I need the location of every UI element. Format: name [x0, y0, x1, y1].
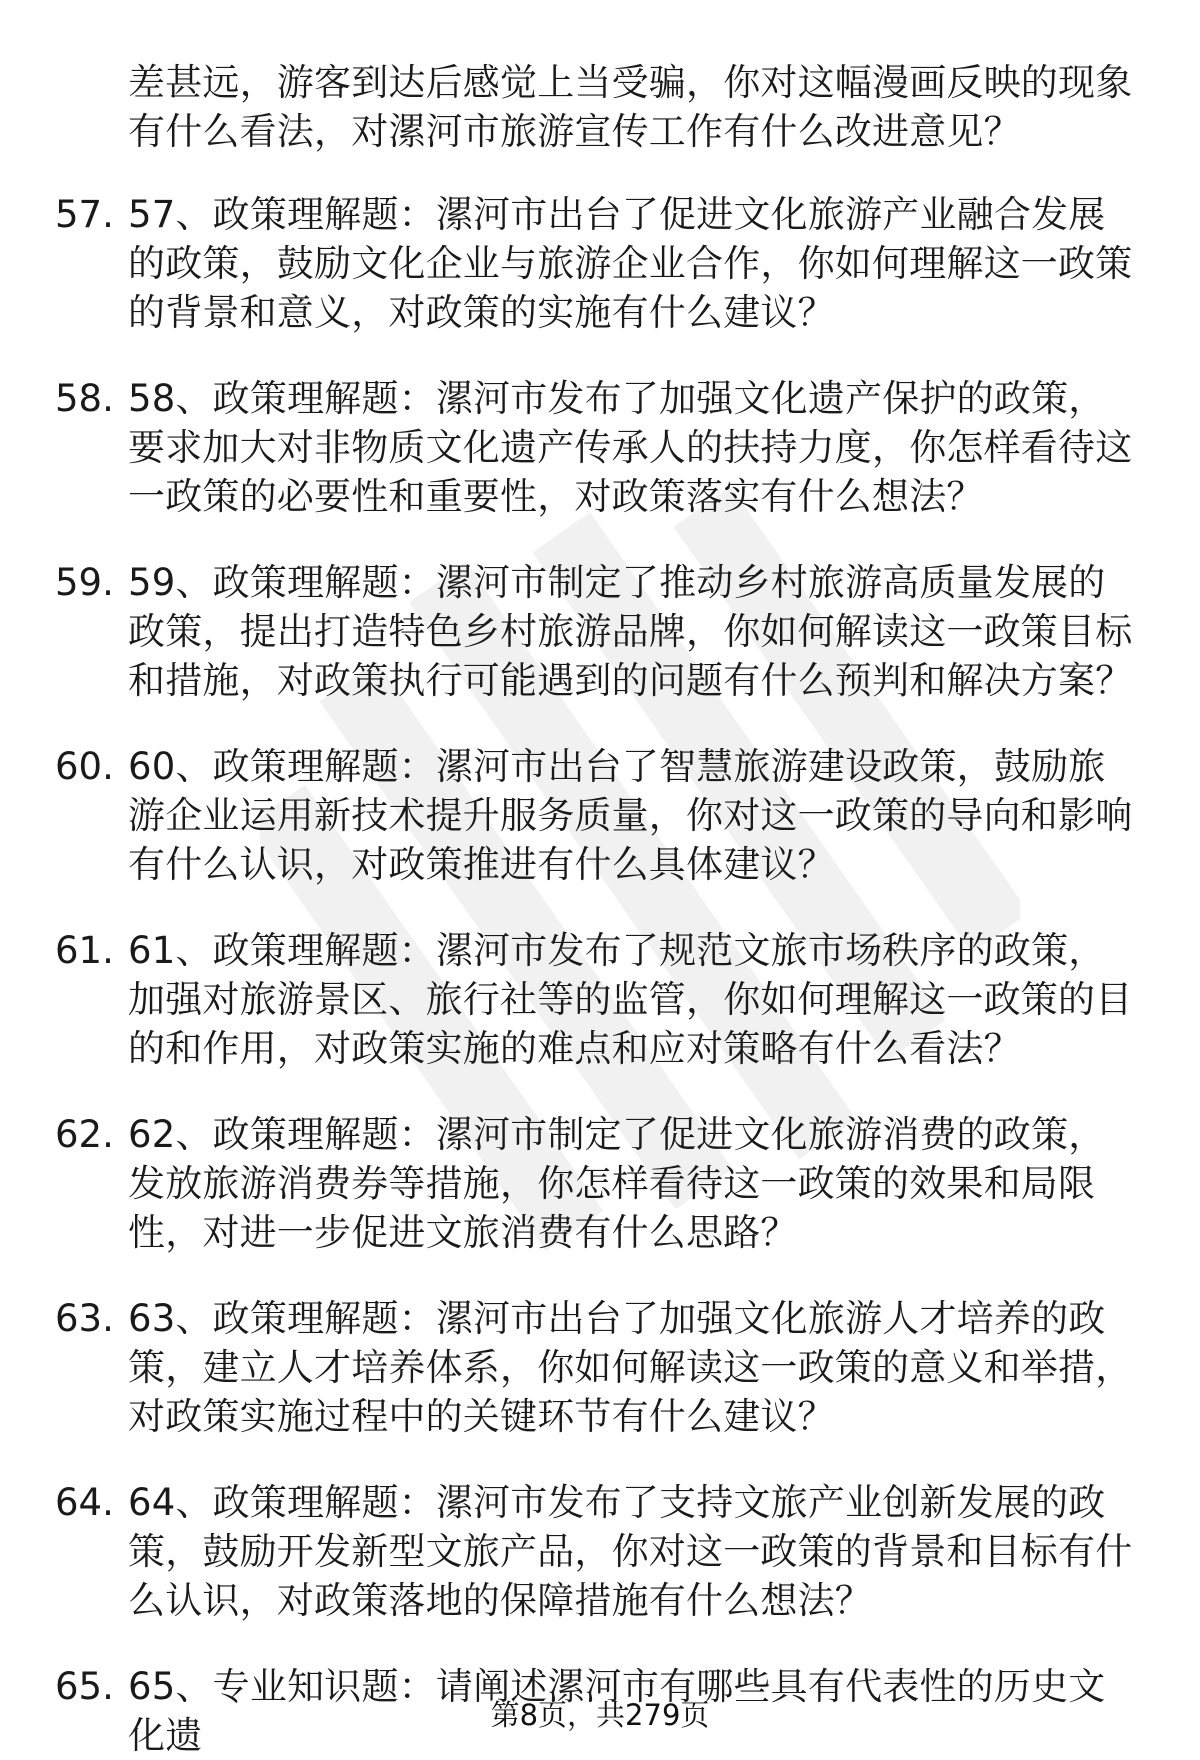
question-number: 63.	[55, 1297, 114, 1340]
question-number: 62.	[55, 1113, 114, 1156]
question-number: 58.	[55, 377, 114, 420]
page-footer: 第8页，共279页	[490, 1698, 710, 1732]
question-text: 64、政策理解题：漯河市发布了支持文旅产业创新发展的政策，鼓励开发新型文旅产品，你对这一政策的背景和目标有什么认识，对政策落地的保障措施有什么想法？	[128, 1481, 1133, 1622]
question-number: 57.	[55, 193, 114, 236]
question-item	[0, 190, 1200, 374]
question-text: 60、政策理解题：漯河市出台了智慧旅游建设政策，鼓励旅游企业运用新技术提升服务质量，你对这一政策的导向和影响有什么认识，对政策推进有什么具体建议？	[128, 745, 1133, 886]
question-text: 58、政策理解题：漯河市发布了加强文化遗产保护的政策，要求加大对非物质文化遗产传承人的扶持力度，你怎样看待这一政策的必要性和重要性，对政策落实有什么想法？	[128, 377, 1133, 518]
question-item	[0, 926, 1200, 1110]
question-number: 60.	[55, 745, 114, 788]
question-text: 61、政策理解题：漯河市发布了规范文旅市场秩序的政策，加强对旅游景区、旅行社等的监管，你如何理解这一政策的目的和作用，对政策实施的难点和应对策略有什么看法？	[128, 929, 1133, 1070]
question-text: 59、政策理解题：漯河市制定了推动乡村旅游高质量发展的政策，提出打造特色乡村旅游品牌，你如何解读这一政策目标和措施，对政策执行可能遇到的问题有什么预判和解决方案？	[128, 561, 1133, 702]
intro-paragraph: 差甚远，游客到达后感觉上当受骗，你对这幅漫画反映的现象有什么看法，对漯河市旅游宣传工作有什么改进意见？	[128, 61, 1133, 153]
question-item	[0, 558, 1200, 742]
question-text: 65、专业知识题：请阐述漯河市有哪些具有代表性的历史文化遗	[128, 1665, 1106, 1757]
question-number: 61.	[55, 929, 114, 972]
question-text: 57、政策理解题：漯河市出台了促进文化旅游产业融合发展的政策，鼓励文化企业与旅游企业合作，你如何理解这一政策的背景和意义，对政策的实施有什么建议？	[128, 193, 1133, 334]
question-item	[0, 1294, 1200, 1478]
question-number: 65.	[55, 1665, 114, 1708]
question-text: 63、政策理解题：漯河市出台了加强文化旅游人才培养的政策，建立人才培养体系，你如何解读这一政策的意义和举措，对政策实施过程中的关键环节有什么建议？	[128, 1297, 1133, 1438]
question-item	[0, 1478, 1200, 1662]
question-item	[0, 374, 1200, 558]
question-item	[0, 742, 1200, 926]
question-number: 64.	[55, 1481, 114, 1524]
question-item	[0, 1110, 1200, 1294]
question-text: 62、政策理解题：漯河市制定了促进文化旅游消费的政策，发放旅游消费券等措施，你怎样看待这一政策的效果和局限性，对进一步促进文旅消费有什么思路？	[128, 1113, 1106, 1254]
question-list	[0, 190, 1200, 1757]
question-number: 59.	[55, 561, 114, 604]
